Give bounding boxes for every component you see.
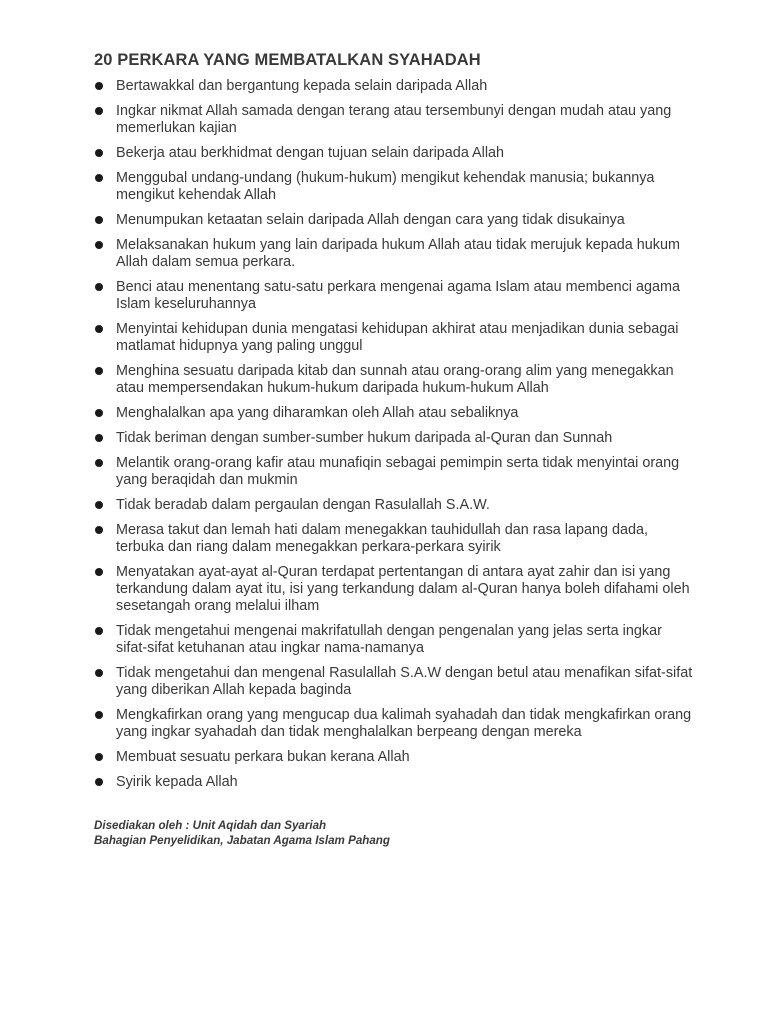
item-list bbox=[94, 78, 694, 791]
list-item bbox=[94, 78, 694, 95]
list-item bbox=[94, 455, 694, 489]
document-footer bbox=[94, 818, 694, 848]
list-item-text: Menghina sesuatu daripada kitab dan sunnah atau orang-orang alim yang menegakkan atau mempersendakan hukum-hukum daripada hukum-hukum Allah bbox=[116, 363, 674, 396]
list-item bbox=[94, 707, 694, 741]
bullet-icon bbox=[95, 325, 103, 333]
list-item bbox=[94, 321, 694, 355]
list-item bbox=[94, 405, 694, 422]
list-item bbox=[94, 279, 694, 313]
list-item-text: Mengkafirkan orang yang mengucap dua kalimah syahadah dan tidak mengkafirkan orang yang ingkar syahadah dan tidak menghalalkan berpeang dengan mereka bbox=[116, 707, 692, 740]
bullet-icon bbox=[95, 711, 103, 719]
list-item-text: Menyintai kehidupan dunia mengatasi kehidupan akhirat atau menjadikan dunia sebagai matlamat hidupnya yang paling unggul bbox=[116, 321, 679, 354]
bullet-icon bbox=[95, 627, 103, 635]
bullet-icon bbox=[95, 501, 103, 509]
list-item-text: Tidak beradab dalam pergaulan dengan Rasulallah S.A.W. bbox=[116, 497, 490, 513]
list-item bbox=[94, 145, 694, 162]
list-item-text: Tidak beriman dengan sumber-sumber hukum daripada al-Quran dan Sunnah bbox=[116, 430, 613, 446]
list-item-text: Benci atau menentang satu-satu perkara mengenai agama Islam atau membenci agama Islam keseluruhannya bbox=[116, 279, 680, 312]
list-item-text: Tidak mengetahui mengenai makrifatullah dengan pengenalan yang jelas serta ingkar sifat-sifat ketuhanan atau ingkar nama-namanya bbox=[116, 623, 662, 656]
list-item bbox=[94, 103, 694, 137]
bullet-icon bbox=[95, 241, 103, 249]
list-item-text: Melaksanakan hukum yang lain daripada hukum Allah atau tidak merujuk kepada hukum Allah dalam semua perkara. bbox=[116, 237, 680, 270]
bullet-icon bbox=[95, 778, 103, 786]
bullet-icon bbox=[95, 82, 103, 90]
bullet-icon bbox=[95, 434, 103, 442]
list-item bbox=[94, 430, 694, 447]
list-item-text: Bekerja atau berkhidmat dengan tujuan selain daripada Allah bbox=[116, 145, 505, 161]
list-item bbox=[94, 564, 694, 615]
list-item bbox=[94, 522, 694, 556]
list-item-text: Menyatakan ayat-ayat al-Quran terdapat pertentangan di antara ayat zahir dan isi yang terkandung dalam ayat itu, isi yang terkandung dalam al-Quran hanya boleh difahami oleh sesetangah orang melalui ilham bbox=[116, 564, 690, 614]
list-item-text: Membuat sesuatu perkara bukan kerana Allah bbox=[116, 749, 410, 765]
bullet-icon bbox=[95, 174, 103, 182]
list-item bbox=[94, 774, 694, 791]
list-item bbox=[94, 212, 694, 229]
bullet-icon bbox=[95, 459, 103, 467]
bullet-icon bbox=[95, 283, 103, 291]
footer-department: Bahagian Penyelidikan, Jabatan Agama Islam Pahang bbox=[94, 834, 390, 847]
list-item bbox=[94, 623, 694, 657]
list-item-text: Ingkar nikmat Allah samada dengan terang atau tersembunyi dengan mudah atau yang memerlukan kajian bbox=[116, 103, 672, 136]
bullet-icon bbox=[95, 753, 103, 761]
list-item bbox=[94, 170, 694, 204]
list-item-text: Tidak mengetahui dan mengenal Rasulallah S.A.W dengan betul atau menafikan sifat-sifat yang diberikan Allah kepada baginda bbox=[116, 665, 693, 698]
list-item-text: Bertawakkal dan bergantung kepada selain daripada Allah bbox=[116, 78, 488, 94]
list-item bbox=[94, 665, 694, 699]
list-item-text: Syirik kepada Allah bbox=[116, 774, 238, 790]
list-item-text: Menghalalkan apa yang diharamkan oleh Allah atau sebaliknya bbox=[116, 405, 519, 421]
bullet-icon bbox=[95, 669, 103, 677]
bullet-icon bbox=[95, 107, 103, 115]
list-item bbox=[94, 497, 694, 514]
bullet-icon bbox=[95, 409, 103, 417]
list-item bbox=[94, 237, 694, 271]
footer-prepared-by: Disediakan oleh : Unit Aqidah dan Syariah bbox=[94, 819, 327, 832]
list-item-text: Melantik orang-orang kafir atau munafiqin sebagai pemimpin serta tidak menyintai orang yang beraqidah dan mukmin bbox=[116, 455, 680, 488]
bullet-icon bbox=[95, 367, 103, 375]
document-title: 20 PERKARA YANG MEMBATALKAN SYAHADAH bbox=[94, 51, 481, 69]
document-page bbox=[94, 50, 694, 848]
list-item-text: Menggubal undang-undang (hukum-hukum) mengikut kehendak manusia; bukannya mengikut kehendak Allah bbox=[116, 170, 655, 203]
list-item bbox=[94, 363, 694, 397]
bullet-icon bbox=[95, 149, 103, 157]
bullet-icon bbox=[95, 216, 103, 224]
list-item-text: Menumpukan ketaatan selain daripada Allah dengan cara yang tidak disukainya bbox=[116, 212, 625, 228]
list-item bbox=[94, 749, 694, 766]
list-item-text: Merasa takut dan lemah hati dalam menegakkan tauhidullah dan rasa lapang dada, terbuka dan riang dalam menegakkan perkara-perkara syirik bbox=[116, 522, 649, 555]
bullet-icon bbox=[95, 526, 103, 534]
bullet-icon bbox=[95, 568, 103, 576]
